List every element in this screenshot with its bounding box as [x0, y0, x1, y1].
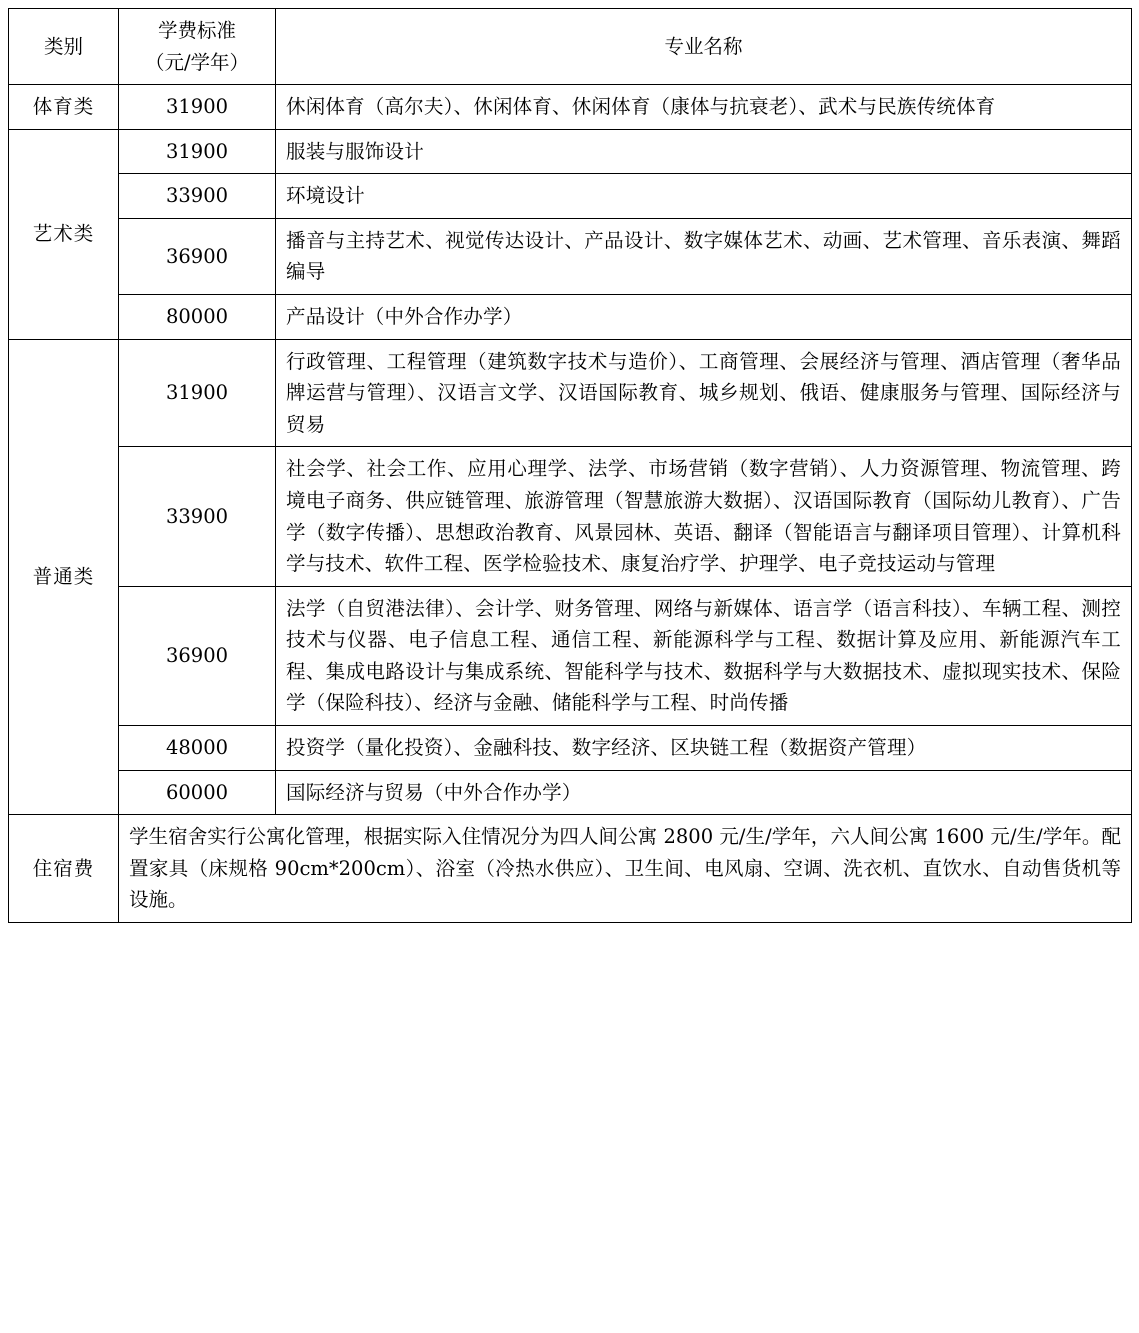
accommodation-row [9, 815, 1132, 923]
tuition-fee-table [8, 8, 1132, 923]
table-row [9, 218, 1132, 294]
fee-value: 48000 [119, 725, 276, 770]
table-row [9, 295, 1132, 340]
header-fee [119, 9, 276, 85]
fee-value: 33900 [119, 174, 276, 219]
category-arts: 艺术类 [9, 129, 119, 339]
major-list: 投资学（量化投资）、金融科技、数字经济、区块链工程（数据资产管理） [276, 725, 1132, 770]
header-fee-line1: 学费标准 [157, 19, 236, 42]
table-row [9, 174, 1132, 219]
fee-value: 33900 [119, 447, 276, 586]
table-row [9, 770, 1132, 815]
fee-value: 36900 [119, 586, 276, 725]
fee-value: 31900 [119, 85, 276, 130]
fee-value: 80000 [119, 295, 276, 340]
category-general: 普通类 [9, 339, 119, 815]
table-row [9, 725, 1132, 770]
header-fee-line2: （元/学年） [144, 50, 250, 74]
category-accommodation: 住宿费 [9, 815, 119, 923]
header-category: 类别 [9, 9, 119, 85]
fee-value: 31900 [119, 129, 276, 174]
category-sports: 体育类 [9, 85, 119, 130]
table-row [9, 339, 1132, 447]
major-list: 播音与主持艺术、视觉传达设计、产品设计、数字媒体艺术、动画、艺术管理、音乐表演、舞蹈编导 [276, 218, 1132, 294]
header-major: 专业名称 [276, 9, 1132, 85]
table-header-row [9, 9, 1132, 85]
major-list: 休闲体育（高尔夫）、休闲体育、休闲体育（康体与抗衰老）、武术与民族传统体育 [276, 85, 1132, 130]
major-list: 服装与服饰设计 [276, 129, 1132, 174]
major-list: 环境设计 [276, 174, 1132, 219]
major-list: 行政管理、工程管理（建筑数字技术与造价）、工商管理、会展经济与管理、酒店管理（奢华品牌运营与管理）、汉语言文学、汉语国际教育、城乡规划、俄语、健康服务与管理、国际经济与贸易 [276, 339, 1132, 447]
table-row [9, 85, 1132, 130]
fee-value: 36900 [119, 218, 276, 294]
table-row [9, 447, 1132, 586]
fee-value: 31900 [119, 339, 276, 447]
table-row [9, 129, 1132, 174]
major-list: 社会学、社会工作、应用心理学、法学、市场营销（数字营销）、人力资源管理、物流管理、跨境电子商务、供应链管理、旅游管理（智慧旅游大数据）、汉语国际教育（国际幼儿教育）、广告学（数字传播）、思想政治教育、风景园林、英语、翻译（智能语言与翻译项目管理）、计算机科学与技术、软件工程、医学检验技术、康复治疗学、护理学、电子竞技运动与管理 [276, 447, 1132, 586]
major-list: 国际经济与贸易（中外合作办学） [276, 770, 1132, 815]
accommodation-description: 学生宿舍实行公寓化管理，根据实际入住情况分为四人间公寓 2800 元/生/学年，六人间公寓 1600 元/生/学年。配置家具（床规格 90cm*200cm）、浴室（冷热水供应）、卫生间、电风扇、空调、洗衣机、直饮水、自动售货机等设施。 [119, 815, 1132, 923]
major-list: 法学（自贸港法律）、会计学、财务管理、网络与新媒体、语言学（语言科技）、车辆工程、测控技术与仪器、电子信息工程、通信工程、新能源科学与工程、数据计算及应用、新能源汽车工程、集成电路设计与集成系统、智能科学与技术、数据科学与大数据技术、虚拟现实技术、保险学（保险科技）、经济与金融、储能科学与工程、时尚传播 [276, 586, 1132, 725]
table-row [9, 586, 1132, 725]
fee-value: 60000 [119, 770, 276, 815]
major-list: 产品设计（中外合作办学） [276, 295, 1132, 340]
